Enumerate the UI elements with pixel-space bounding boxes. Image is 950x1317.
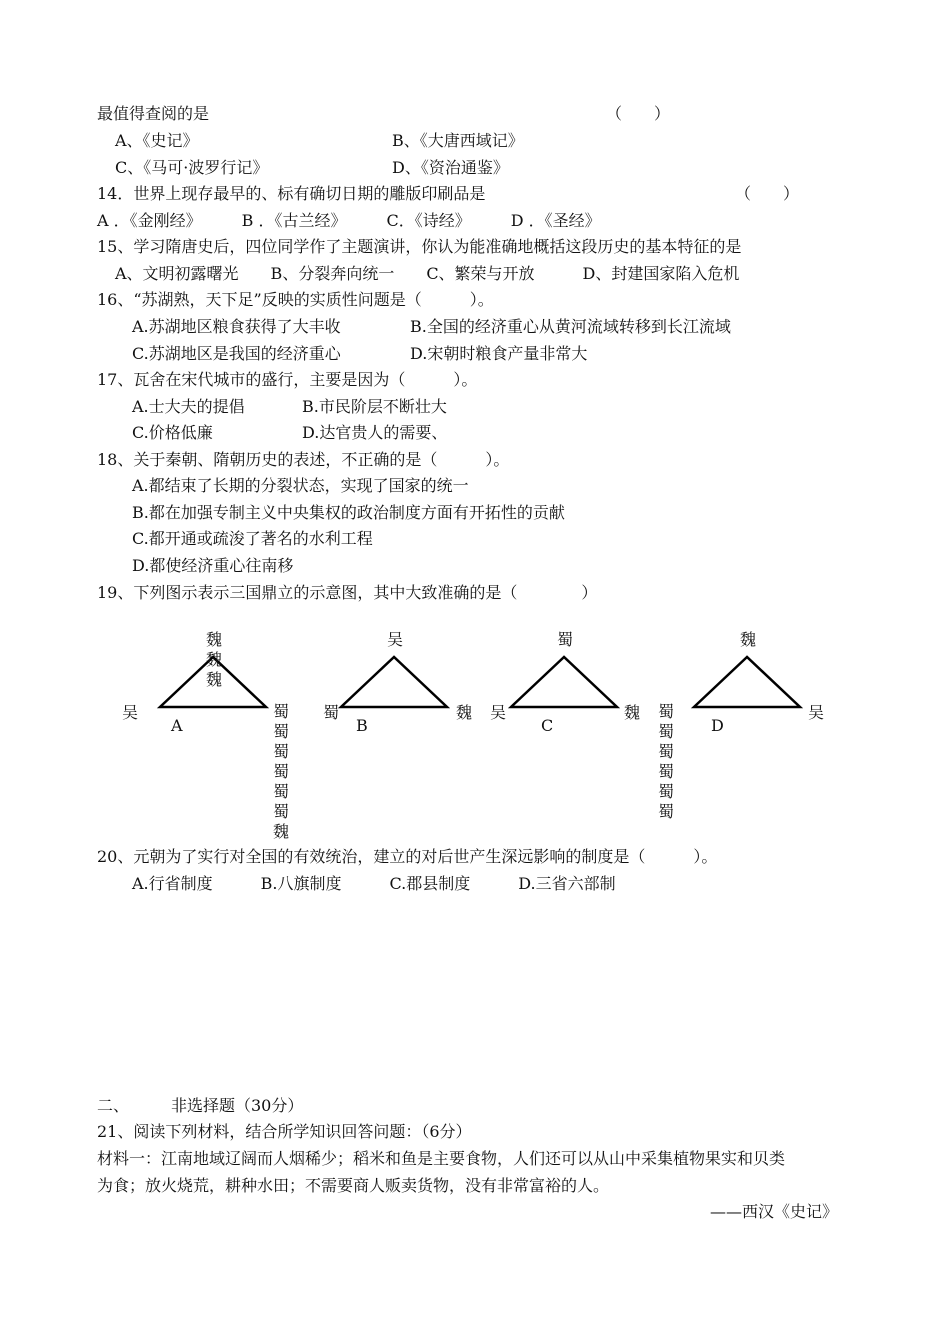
q19-stem: 19、下列图示表示三国鼎立的示意图，其中大致准确的是（ ）	[97, 583, 598, 602]
diagram-d-left-6: 蜀	[657, 802, 674, 821]
diagram-a-left: 吴	[122, 703, 139, 722]
diagram-a-right-3: 蜀	[272, 742, 289, 761]
diagram-a-right-4: 蜀	[272, 762, 289, 781]
q15-stem: 15、学习隋唐史后，四位同学作了主题演讲，你认为能准确地概括这段历史的基本特征的是	[97, 237, 742, 256]
diagram-a-top-1: 魏	[205, 630, 222, 649]
q16-option-c: C.苏湖地区是我国的经济重心	[132, 344, 341, 363]
diagram-c-right: 魏	[624, 703, 641, 722]
q17-stem: 17、瓦舍在宋代城市的盛行，主要是因为（ ）。	[97, 370, 478, 389]
q21-stem: 21、阅读下列材料，结合所学知识回答问题：（6分）	[97, 1122, 472, 1141]
q20-stem: 20、元朝为了实行对全国的有效统治，建立的对后世产生深远影响的制度是（ ）。	[97, 847, 718, 866]
q13-option-c: C、《马可·波罗行记》	[115, 158, 269, 177]
q18-stem: 18、关于秦朝、隋朝历史的表述，不正确的是（ ）。	[97, 450, 510, 469]
q13-stem: 最值得查阅的是	[97, 104, 210, 123]
diagram-d-left-4: 蜀	[657, 762, 674, 781]
diagram-c-left: 吴	[490, 703, 507, 722]
q14-options: A ．《金刚经》 B ．《古兰经》 C．《诗经》 D ．《圣经》	[97, 211, 601, 230]
q14-answer-paren: （ ）	[735, 184, 800, 203]
diagram-b-top: 吴	[387, 630, 404, 649]
q13-option-b: B、《大唐西域记》	[392, 131, 524, 150]
q21-material-line1: 材料一：江南地域辽阔而人烟稀少；稻米和鱼是主要食物，人们还可以从山中采集植物果实和贝类	[97, 1149, 786, 1168]
q18-option-a: A.都结束了长期的分裂状态，实现了国家的统一	[132, 476, 469, 495]
diagram-d-right: 吴	[808, 703, 825, 722]
diagram-d-left-1: 蜀	[657, 702, 674, 721]
q18-option-c: C.都开通或疏浚了著名的水利工程	[132, 529, 373, 548]
diagram-b-letter: B	[356, 716, 368, 735]
triangle-d	[694, 657, 800, 707]
diagram-a-top-2: 魏	[205, 650, 222, 669]
diagram-d-letter: D	[711, 716, 724, 735]
triangle-b	[341, 657, 447, 707]
q13-option-a: A、《史记》	[115, 131, 199, 150]
q17-option-d: D.达官贵人的需要、	[302, 423, 448, 442]
q13-answer-paren: （ ）	[606, 104, 671, 123]
q18-option-d: D.都使经济重心往南移	[132, 556, 294, 575]
diagram-a-top-labels	[205, 630, 223, 690]
diagram-triangles	[0, 615, 950, 855]
q21-source: ——西汉《史记》	[710, 1202, 839, 1221]
diagram-d-left-3: 蜀	[657, 742, 674, 761]
triangle-c	[511, 657, 617, 707]
diagram-a-letter: A	[171, 716, 183, 735]
q17-option-c: C.价格低廉	[132, 423, 213, 442]
diagram-a-right-6: 蜀	[272, 802, 289, 821]
three-kingdoms-diagrams	[0, 615, 950, 855]
section2-title: 非选择题（30分）	[171, 1096, 304, 1115]
q16-option-a: A.苏湖地区粮食获得了大丰收	[132, 317, 341, 336]
q17-option-a: A.士大夫的提倡	[132, 397, 245, 416]
diagram-c-top: 蜀	[557, 630, 574, 649]
q17-option-b: B.市民阶层不断壮大	[302, 397, 447, 416]
q14-stem: 14．世界上现存最早的、标有确切日期的雕版印刷品是	[97, 184, 486, 203]
q13-option-d: D、《资治通鉴》	[392, 158, 509, 177]
diagram-b-left: 蜀	[323, 703, 340, 722]
q20-options: A.行省制度 B.八旗制度 C.郡县制度 D.三省六部制	[132, 874, 616, 893]
section2-number: 二、	[97, 1096, 130, 1115]
diagram-a-right-5: 蜀	[272, 782, 289, 801]
diagram-d-left-5: 蜀	[657, 782, 674, 801]
diagram-a-right-2: 蜀	[272, 722, 289, 741]
q16-stem: 16、“苏湖熟，天下足”反映的实质性问题是（ ）。	[97, 290, 494, 309]
diagram-a-right-labels	[272, 702, 290, 842]
diagram-d-top: 魏	[740, 630, 757, 649]
diagram-a-right-1: 蜀	[272, 702, 289, 721]
diagram-b-right: 魏	[456, 703, 473, 722]
q18-option-b: B.都在加强专制主义中央集权的政治制度方面有开拓性的贡献	[132, 503, 565, 522]
diagram-d-left-labels	[657, 702, 675, 822]
q16-option-b: B.全国的经济重心从黄河流域转移到长江流域	[410, 317, 731, 336]
q15-options: A、文明初露曙光 B、分裂奔向统一 C、繁荣与开放 D、封建国家陷入危机	[115, 264, 740, 283]
q21-material-line2: 为食；放火烧荒，耕种水田；不需要商人贩卖货物，没有非常富裕的人。	[97, 1176, 610, 1195]
diagram-a-right-7: 魏	[272, 822, 289, 841]
diagram-a-top-3: 魏	[205, 670, 222, 689]
diagram-d-left-2: 蜀	[657, 722, 674, 741]
q16-option-d: D.宋朝时粮食产量非常大	[410, 344, 588, 363]
diagram-c-letter: C	[541, 716, 554, 735]
